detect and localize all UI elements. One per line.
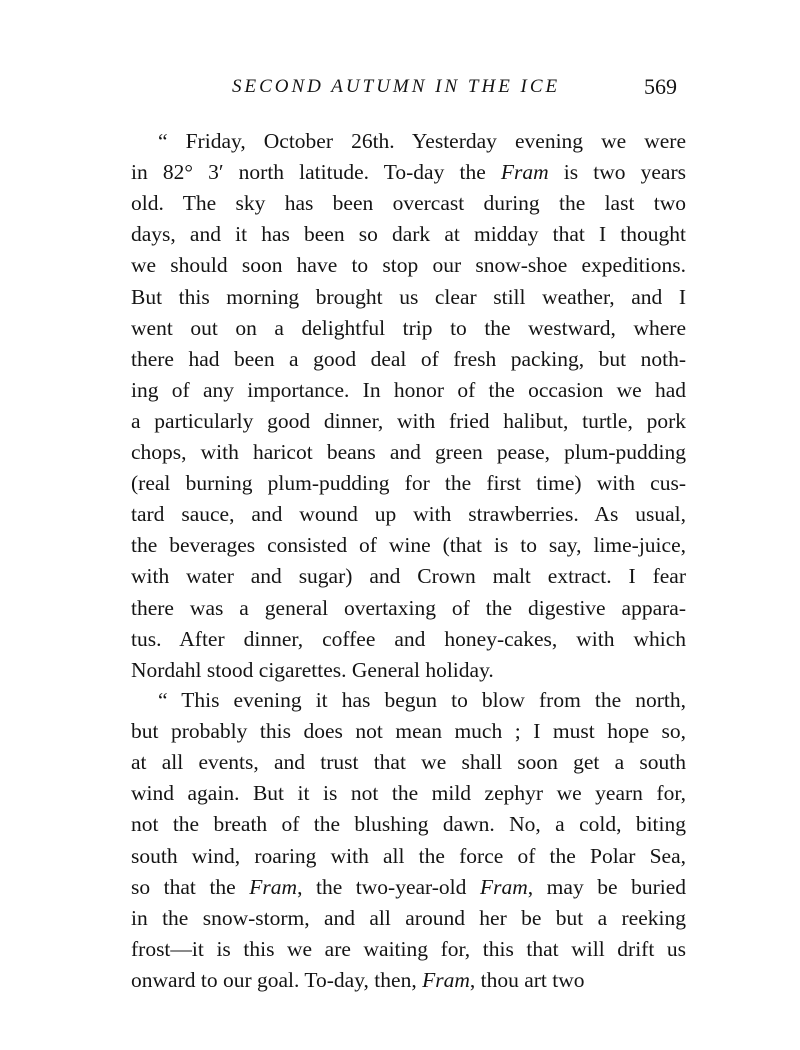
text-line — [131, 437, 686, 468]
text-run: But this morning brought us clear still weather, and I — [131, 284, 686, 309]
text-run: so that the — [131, 874, 250, 899]
text-run: but probably this does not mean much ; I must hope so, — [131, 719, 686, 744]
text-run: Nordahl stood cigarettes. General holiday. — [131, 657, 494, 682]
italic-ship-name: Fram — [422, 967, 470, 992]
text-line — [131, 468, 686, 499]
text-line — [131, 841, 686, 872]
text-run: tard sauce, and wound up with strawberries. As usual, — [131, 502, 686, 527]
text-line — [131, 157, 686, 188]
text-line — [131, 655, 686, 686]
text-line — [131, 716, 686, 747]
text-line — [131, 747, 686, 778]
text-run: ing of any importance. In honor of the occasion we had — [131, 377, 686, 402]
text-line — [131, 624, 686, 655]
text-line — [131, 250, 686, 281]
text-run: “ This evening it has begun to blow from the north, — [158, 688, 686, 712]
text-line — [158, 685, 686, 716]
text-line — [158, 126, 686, 157]
text-line — [131, 530, 686, 561]
text-run: frost—it is this we are waiting for, this that will drift us — [131, 936, 686, 961]
text-run: we should soon have to stop our snow-shoe expeditions. — [131, 253, 686, 278]
text-run: a particularly good dinner, with fried halibut, turtle, pork — [131, 408, 686, 433]
text-run: tus. After dinner, coffee and honey-cakes, with which — [131, 626, 686, 651]
text-line — [131, 499, 686, 530]
text-line — [131, 344, 686, 375]
text-run: not the breath of the blushing dawn. No, a cold, biting — [131, 812, 686, 837]
italic-ship-name: Fram — [500, 160, 549, 185]
text-line — [131, 965, 686, 996]
text-line — [131, 872, 686, 903]
page-number: 569 — [644, 74, 677, 99]
text-run: days, and it has been so dark at midday that I thought — [131, 222, 686, 247]
text-run: “ Friday, October 26th. Yesterday evening we were — [158, 129, 686, 153]
text-run: in 82° 3′ north latitude. To-day the — [131, 160, 501, 185]
text-run: there had been a good deal of fresh packing, but noth- — [131, 346, 686, 371]
text-line — [131, 809, 686, 840]
text-run: the beverages consisted of wine (that is to say, lime-juice, — [131, 533, 686, 558]
text-line — [131, 778, 686, 809]
text-line — [131, 593, 686, 624]
text-run: with water and sugar) and Crown malt extract. I fear — [131, 564, 686, 589]
text-run: , thou art two — [469, 967, 585, 992]
text-run: in the snow-storm, and all around her be but a reeking — [131, 905, 686, 930]
text-run: at all events, and trust that we shall soon get a south — [131, 750, 686, 775]
text-run: , may be buried — [527, 874, 687, 899]
italic-ship-name: Fram — [249, 874, 298, 899]
text-run: , the two-year-old — [297, 874, 480, 899]
text-line — [131, 406, 686, 437]
text-line — [131, 561, 686, 592]
text-run: wind again. But it is not the mild zephyr we yearn for, — [131, 781, 686, 806]
text-line — [131, 282, 686, 313]
text-run: (real burning plum-pudding for the first time) with cus- — [131, 471, 686, 496]
italic-ship-name: Fram — [479, 874, 528, 899]
text-run: onward to our goal. To-day, then, — [131, 967, 423, 992]
text-line — [131, 934, 686, 965]
text-run: old. The sky has been overcast during the last two — [131, 191, 686, 216]
text-run: chops, with haricot beans and green pease, plum-pudding — [131, 440, 686, 464]
text-run: is two years — [548, 160, 686, 185]
text-line — [131, 313, 686, 344]
text-line — [131, 375, 686, 406]
text-line — [131, 188, 686, 219]
text-run: went out on a delightful trip to the westward, where — [131, 315, 686, 340]
text-line — [131, 903, 686, 934]
text-line — [131, 219, 686, 250]
running-head: SECOND AUTUMN IN THE ICE — [232, 76, 561, 97]
text-run: there was a general overtaxing of the digestive appara- — [131, 595, 686, 620]
text-run: south wind, roaring with all the force of the Polar Sea, — [131, 843, 686, 868]
